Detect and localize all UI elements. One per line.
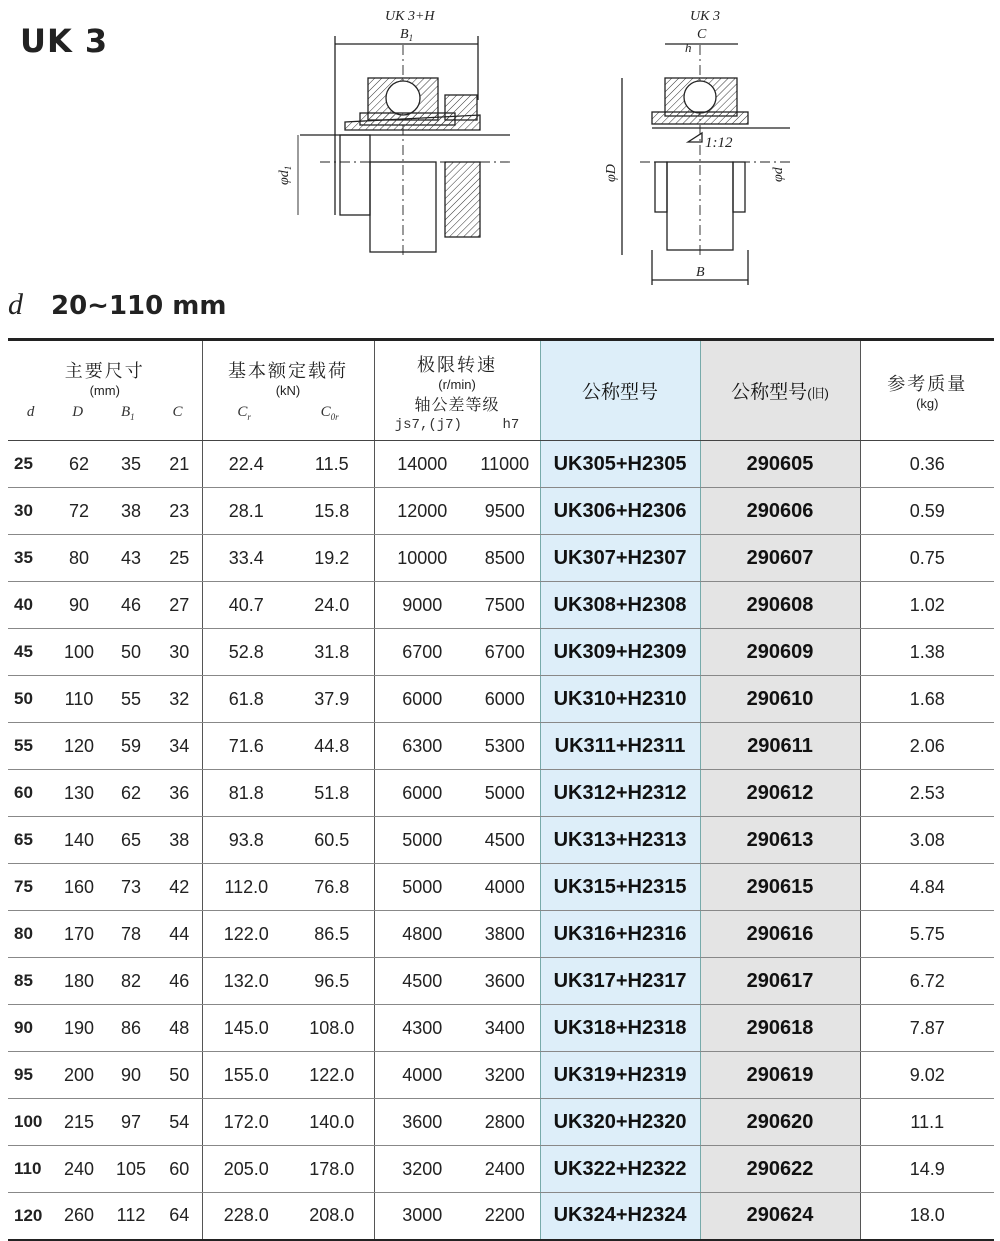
cell-C0r: 76.8	[290, 864, 374, 911]
cell-old-model: 290612	[700, 770, 860, 817]
page-title: UK 3	[20, 22, 109, 60]
cell-old-model: 290610	[700, 676, 860, 723]
cell-D: 170	[53, 911, 105, 958]
cell-C: 54	[157, 1099, 202, 1146]
cell-Cr: 112.0	[202, 864, 290, 911]
cell-weight: 5.75	[860, 911, 994, 958]
cell-Cr: 172.0	[202, 1099, 290, 1146]
cell-d: 40	[8, 582, 53, 629]
cell-speed-js7: 10000	[374, 535, 470, 582]
cell-weight: 6.72	[860, 958, 994, 1005]
cell-B1: 97	[105, 1099, 157, 1146]
right-label: UK 3	[690, 9, 720, 24]
cell-speed-h7: 11000	[470, 441, 540, 488]
cell-C: 60	[157, 1146, 202, 1193]
cell-speed-js7: 6000	[374, 676, 470, 723]
table-row	[8, 864, 994, 911]
svg-text:C: C	[697, 27, 707, 42]
cell-C0r: 96.5	[290, 958, 374, 1005]
cell-B1: 78	[105, 911, 157, 958]
cell-speed-js7: 6700	[374, 629, 470, 676]
cell-old-model: 290605	[700, 441, 860, 488]
cell-old-model: 290615	[700, 864, 860, 911]
cell-Cr: 22.4	[202, 441, 290, 488]
cell-d: 110	[8, 1146, 53, 1193]
header-weight: 参考质量 (kg)	[860, 340, 994, 441]
cell-speed-h7: 3800	[470, 911, 540, 958]
cell-Cr: 122.0	[202, 911, 290, 958]
cell-B1: 46	[105, 582, 157, 629]
cell-B1: 62	[105, 770, 157, 817]
cell-speed-h7: 5000	[470, 770, 540, 817]
cell-model: UK316+H2316	[540, 911, 700, 958]
cell-C0r: 31.8	[290, 629, 374, 676]
cell-speed-h7: 3400	[470, 1005, 540, 1052]
svg-text:φD: φD	[604, 164, 619, 182]
cell-B1: 112	[105, 1193, 157, 1240]
cell-old-model: 290609	[700, 629, 860, 676]
cell-old-model: 290607	[700, 535, 860, 582]
left-label: UK 3+H	[385, 9, 435, 24]
cell-model: UK311+H2311	[540, 723, 700, 770]
cell-old-model: 290618	[700, 1005, 860, 1052]
cell-old-model: 290620	[700, 1099, 860, 1146]
cell-model: UK305+H2305	[540, 441, 700, 488]
cell-old-model: 290613	[700, 817, 860, 864]
cell-weight: 0.59	[860, 488, 994, 535]
cell-C0r: 15.8	[290, 488, 374, 535]
cell-old-model: 290606	[700, 488, 860, 535]
cell-speed-h7: 2800	[470, 1099, 540, 1146]
cell-C: 30	[157, 629, 202, 676]
cell-model: UK309+H2309	[540, 629, 700, 676]
svg-text:h: h	[685, 40, 692, 55]
cell-weight: 3.08	[860, 817, 994, 864]
cell-d: 55	[8, 723, 53, 770]
cell-D: 160	[53, 864, 105, 911]
cell-d: 50	[8, 676, 53, 723]
drawing-uk3-h	[277, 9, 510, 255]
cell-C0r: 86.5	[290, 911, 374, 958]
cell-C0r: 44.8	[290, 723, 374, 770]
cell-d: 60	[8, 770, 53, 817]
cell-B1: 50	[105, 629, 157, 676]
cell-B1: 86	[105, 1005, 157, 1052]
cell-Cr: 205.0	[202, 1146, 290, 1193]
cell-model: UK317+H2317	[540, 958, 700, 1005]
cell-speed-js7: 9000	[374, 582, 470, 629]
cell-speed-js7: 4500	[374, 958, 470, 1005]
cell-D: 190	[53, 1005, 105, 1052]
cell-model: UK312+H2312	[540, 770, 700, 817]
cell-B1: 90	[105, 1052, 157, 1099]
cell-D: 215	[53, 1099, 105, 1146]
cell-B1: 55	[105, 676, 157, 723]
table-row	[8, 676, 994, 723]
cell-C: 25	[157, 535, 202, 582]
cell-C: 34	[157, 723, 202, 770]
cell-model: UK315+H2315	[540, 864, 700, 911]
cell-D: 62	[53, 441, 105, 488]
cell-speed-js7: 3600	[374, 1099, 470, 1146]
cell-d: 90	[8, 1005, 53, 1052]
cell-speed-js7: 5000	[374, 864, 470, 911]
cell-weight: 18.0	[860, 1193, 994, 1240]
cell-speed-js7: 14000	[374, 441, 470, 488]
cell-B1: 82	[105, 958, 157, 1005]
cell-C: 38	[157, 817, 202, 864]
table-row	[8, 1146, 994, 1193]
cell-speed-js7: 6300	[374, 723, 470, 770]
cell-speed-js7: 4800	[374, 911, 470, 958]
cell-weight: 7.87	[860, 1005, 994, 1052]
cell-B1: 73	[105, 864, 157, 911]
cell-weight: 11.1	[860, 1099, 994, 1146]
cell-speed-h7: 6000	[470, 676, 540, 723]
cell-weight: 14.9	[860, 1146, 994, 1193]
cell-model: UK319+H2319	[540, 1052, 700, 1099]
cell-Cr: 71.6	[202, 723, 290, 770]
cell-D: 240	[53, 1146, 105, 1193]
table-row	[8, 958, 994, 1005]
cell-model: UK320+H2320	[540, 1099, 700, 1146]
cell-speed-h7: 7500	[470, 582, 540, 629]
table-row	[8, 1193, 994, 1240]
table-row	[8, 911, 994, 958]
cell-Cr: 132.0	[202, 958, 290, 1005]
cell-D: 140	[53, 817, 105, 864]
cell-old-model: 290624	[700, 1193, 860, 1240]
cell-C0r: 122.0	[290, 1052, 374, 1099]
cell-d: 85	[8, 958, 53, 1005]
cell-Cr: 33.4	[202, 535, 290, 582]
cell-speed-js7: 4300	[374, 1005, 470, 1052]
cell-D: 110	[53, 676, 105, 723]
cell-d: 30	[8, 488, 53, 535]
cell-C: 32	[157, 676, 202, 723]
cell-D: 200	[53, 1052, 105, 1099]
cell-model: UK324+H2324	[540, 1193, 700, 1240]
cell-B1: 105	[105, 1146, 157, 1193]
cell-Cr: 81.8	[202, 770, 290, 817]
cell-d: 120	[8, 1193, 53, 1240]
table-row	[8, 1052, 994, 1099]
cell-C0r: 51.8	[290, 770, 374, 817]
cell-Cr: 28.1	[202, 488, 290, 535]
cell-speed-h7: 9500	[470, 488, 540, 535]
cell-speed-js7: 4000	[374, 1052, 470, 1099]
cell-speed-js7: 3200	[374, 1146, 470, 1193]
header-old-model: 公称型号(旧)	[700, 340, 860, 441]
cell-old-model: 290617	[700, 958, 860, 1005]
cell-d: 25	[8, 441, 53, 488]
header-model: 公称型号	[540, 340, 700, 441]
diameter-range	[8, 288, 226, 322]
table-row	[8, 817, 994, 864]
cell-d: 65	[8, 817, 53, 864]
cell-D: 260	[53, 1193, 105, 1240]
svg-text:φd: φd	[771, 167, 786, 182]
table-row	[8, 629, 994, 676]
cell-speed-h7: 4500	[470, 817, 540, 864]
cell-weight: 2.53	[860, 770, 994, 817]
cell-d: 80	[8, 911, 53, 958]
cell-C0r: 37.9	[290, 676, 374, 723]
cell-weight: 1.02	[860, 582, 994, 629]
cell-C: 21	[157, 441, 202, 488]
cell-C0r: 24.0	[290, 582, 374, 629]
cell-old-model: 290622	[700, 1146, 860, 1193]
cell-speed-js7: 6000	[374, 770, 470, 817]
header-load: 基本额定载荷 (kN) $C_r$ $C_{0r}$	[202, 340, 374, 441]
cell-model: UK310+H2310	[540, 676, 700, 723]
table-row	[8, 582, 994, 629]
cell-old-model: 290611	[700, 723, 860, 770]
cell-d: 95	[8, 1052, 53, 1099]
cell-old-model: 290616	[700, 911, 860, 958]
cell-speed-h7: 5300	[470, 723, 540, 770]
cell-C0r: 19.2	[290, 535, 374, 582]
table-row	[8, 723, 994, 770]
table-row	[8, 770, 994, 817]
range-symbol: d	[8, 288, 23, 321]
table-row	[8, 1099, 994, 1146]
cell-speed-h7: 6700	[470, 629, 540, 676]
cell-B1: 35	[105, 441, 157, 488]
cell-d: 100	[8, 1099, 53, 1146]
cell-weight: 1.38	[860, 629, 994, 676]
cell-C: 46	[157, 958, 202, 1005]
cell-speed-h7: 8500	[470, 535, 540, 582]
cell-Cr: 145.0	[202, 1005, 290, 1052]
cell-d: 35	[8, 535, 53, 582]
cell-model: UK308+H2308	[540, 582, 700, 629]
cell-C0r: 60.5	[290, 817, 374, 864]
cell-D: 80	[53, 535, 105, 582]
cell-model: UK306+H2306	[540, 488, 700, 535]
cell-C0r: 140.0	[290, 1099, 374, 1146]
cell-speed-h7: 4000	[470, 864, 540, 911]
bearing-drawings	[0, 0, 1000, 290]
cell-weight: 1.68	[860, 676, 994, 723]
cell-weight: 0.75	[860, 535, 994, 582]
cell-C: 23	[157, 488, 202, 535]
table-header	[8, 340, 994, 441]
cell-C: 27	[157, 582, 202, 629]
cell-d: 75	[8, 864, 53, 911]
cell-speed-h7: 3600	[470, 958, 540, 1005]
cell-C0r: 11.5	[290, 441, 374, 488]
cell-C: 42	[157, 864, 202, 911]
cell-D: 180	[53, 958, 105, 1005]
cell-model: UK322+H2322	[540, 1146, 700, 1193]
table-row	[8, 441, 994, 488]
cell-Cr: 40.7	[202, 582, 290, 629]
cell-weight: 0.36	[860, 441, 994, 488]
cell-Cr: 155.0	[202, 1052, 290, 1099]
header-main-dims: 主要尺寸 (mm) d D $B_1$ C	[8, 340, 202, 441]
cell-weight: 4.84	[860, 864, 994, 911]
drawing-uk3	[604, 9, 790, 285]
cell-Cr: 93.8	[202, 817, 290, 864]
cell-model: UK307+H2307	[540, 535, 700, 582]
cell-C: 50	[157, 1052, 202, 1099]
cell-C: 44	[157, 911, 202, 958]
cell-old-model: 290608	[700, 582, 860, 629]
cell-weight: 9.02	[860, 1052, 994, 1099]
cell-C: 48	[157, 1005, 202, 1052]
cell-C0r: 178.0	[290, 1146, 374, 1193]
cell-speed-h7: 2200	[470, 1193, 540, 1240]
cell-B1: 38	[105, 488, 157, 535]
table-row	[8, 488, 994, 535]
cell-speed-h7: 2400	[470, 1146, 540, 1193]
cell-B1: 65	[105, 817, 157, 864]
svg-text:φd1: $\varphi d_1$	[277, 165, 293, 185]
cell-speed-js7: 3000	[374, 1193, 470, 1240]
cell-D: 130	[53, 770, 105, 817]
cell-C: 64	[157, 1193, 202, 1240]
cell-C0r: 108.0	[290, 1005, 374, 1052]
cell-B1: 43	[105, 535, 157, 582]
cell-weight: 2.06	[860, 723, 994, 770]
cell-D: 100	[53, 629, 105, 676]
cell-C0r: 208.0	[290, 1193, 374, 1240]
header-speed: 极限转速 (r/min) 轴公差等级 js7,(j7) h7	[374, 340, 540, 441]
svg-text:1:12: 1:12	[705, 135, 733, 151]
cell-model: UK313+H2313	[540, 817, 700, 864]
cell-speed-js7: 5000	[374, 817, 470, 864]
cell-Cr: 228.0	[202, 1193, 290, 1240]
cell-speed-js7: 12000	[374, 488, 470, 535]
table-row	[8, 1005, 994, 1052]
table-row	[8, 535, 994, 582]
cell-C: 36	[157, 770, 202, 817]
cell-d: 45	[8, 629, 53, 676]
cell-old-model: 290619	[700, 1052, 860, 1099]
cell-D: 90	[53, 582, 105, 629]
cell-D: 72	[53, 488, 105, 535]
cell-Cr: 52.8	[202, 629, 290, 676]
cell-Cr: 61.8	[202, 676, 290, 723]
cell-model: UK318+H2318	[540, 1005, 700, 1052]
svg-text:B: B	[696, 265, 705, 280]
cell-speed-h7: 3200	[470, 1052, 540, 1099]
range-value: 20~110 mm	[51, 291, 227, 321]
bearing-table	[8, 338, 994, 1241]
cell-D: 120	[53, 723, 105, 770]
cell-B1: 59	[105, 723, 157, 770]
svg-text:B1: $B_1$	[400, 27, 414, 43]
